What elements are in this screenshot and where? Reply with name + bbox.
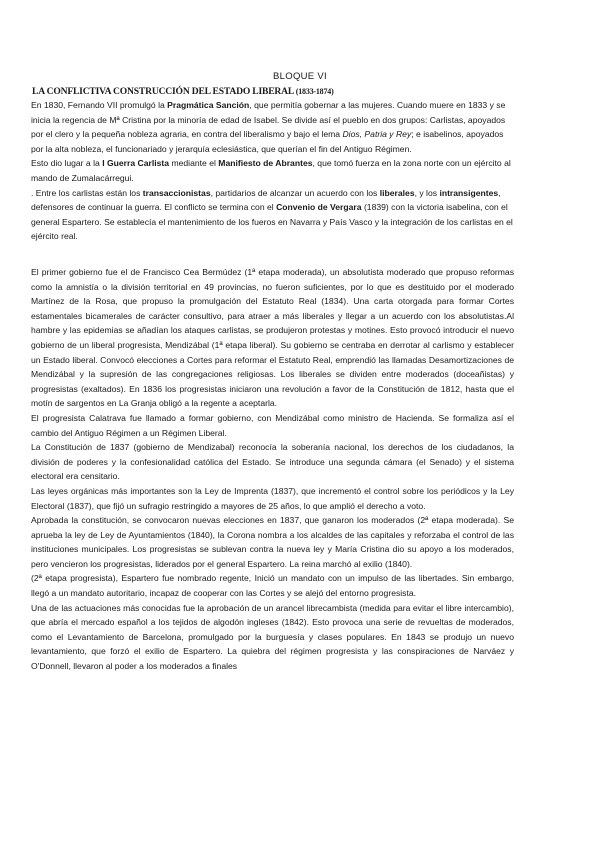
text-run: , defensores de continuar la guerra. El conflicto se termina con el [31,187,501,213]
text-run: , y los [414,187,440,198]
intro-paragraph [31,98,514,156]
bold-term: I Guerra Carlista [102,158,170,169]
body-paragraph: (2ª etapa progresista), Espartero fue nombrado regente, Inició un mandato con un impulso de las libertades. Sin embargo, llegó a un mandato autoritario, incapaz de cooperar con las Cortes y se alejó del entorno progresista. [31,573,514,599]
intro-section [31,98,514,244]
text-run: . Entre los carlistas están los [31,187,143,198]
body-paragraph: Una de las actuaciones más conocidas fue la aprobación de un arancel librecambista (medida para evitar el libre intercambio), que abría el mercado español a los tejidos de algodón ingleses (1842). Esto provoca una serie de revueltas de moderados, como el Levantamiento de Barcelona, promulgado por la burguesía y clases populares. En 1843 se produjo un nuevo levantamiento, que forzó el exilio de Espartero. La quiebra del régimen progresista y las conspiraciones de Narváez y O'Donnell, llevaron al poder a los moderados a finales [31,602,514,672]
bold-term: Manifiesto de Abrantes [218,158,313,169]
text-run: , partidarios de alcanzar un acuerdo con los [210,187,380,198]
text-run: (1839) con la victoria isabelina, con el general Espartero. Se establecía el mantenimiento de los fueros en Navarra y País Vasco y la integración de los carlistas en el ejército real. [31,202,513,242]
bold-term: Pragmática Sanción [167,100,250,110]
bold-term: Convenio de Vergara [276,202,362,213]
body-paragraph: El primer gobierno fue el de Francisco Cea Bermúdez (1ª etapa moderada), un absolutista moderado que propuso reformas como la amnistía o la división territorial en 49 provincias, no fueron suficientes, por lo que es destituido por el moderado Martínez de la Rosa, que propuso la promulgación del Estatuto Real (1834). Una carta otorgada para formar Cortes estamentales bicamerales de carácter consultivo, para atraer a más liberales y llegar a un acuerdo con los absolutistas.Al hambre y las epidemias se añadían los ataques carlistas, se produjeron protestas y motines. Esto provocó introducir el nuevo gobierno de un liberal progresista, Mendizábal (1ª etapa liberal). Su gobierno se centraba en derrotar al carlismo y establecer un Estado liberal. Convocó elecciones a Cortes para reformar el Estatuto Real, emprendió las llamadas Desamortizaciones de Mendizábal y la supresión de las congregaciones religiosas. Los liberales se dividen entre moderados (doceañistas) y progresistas (exaltados). En 1836 los progresistas iniciaron una revolución a favor de la Constitución de 1812, hasta que el motín de sargentos en La Granja obligó a la regente a aceptarla. [31,267,514,409]
body-paragraph: Las leyes orgánicas más importantes son la Ley de Imprenta (1837), que incrementó el control sobre los periódicos y la Ley Electoral (1837), que fijó un sufragio restringido a mayores de 25 años, lo que amplió el derecho a voto. [31,485,514,511]
block-heading: BLOQUE VI [273,71,327,82]
body-paragraph: El progresista Calatrava fue llamado a formar gobierno, con Mendizábal como ministro de Hacienda. Se formaliza así el cambio del Antiguo Régimen a un Régimen Liberal. [31,412,514,438]
intro-paragraph [31,156,514,185]
text-run: , que permitía gobernar a las mujeres. Cuando muere en 1833 y se inicia la regencia de Mª Cristina por la minoría de edad de Isabel. Se divide así el pueblo en dos grupos: Carlistas, apoyados por el clero y la pequeña nobleza agraria, en contra del liberalismo y bajo el lema [31,100,506,140]
body-paragraph: Aprobada la constitución, se convocaron nuevas elecciones en 1837, que ganaron los moderados (2ª etapa moderada). Se aprueba la ley de Ley de Ayuntamientos (1840), la Corona nombra a los alcaldes de las capitales y reforzaba el control de las instituciones municipales. Los progresistas se sublevan contra la nueva ley y María Cristina dio su apoyo a los moderados, pero vencieron los progresistas, liderados por el general Espartero. La reina marchó al exilio (1840). [31,515,514,569]
text-run: mediante el [169,158,219,169]
text-run: Esto dio lugar a la [31,158,103,169]
text-run: , que tomó fuerza en la zona norte con un ejército al mando de Zumalacárregui. [31,158,511,183]
title-dates: (1833-1874) [295,87,334,96]
title-text: LA CONFLICTIVA CONSTRUCCIÓN DEL ESTADO LIBERAL [32,86,294,97]
text-run: ; e isabelinos, apoyados por la alta nobleza, el funcionariado y jerarquía eclesiástica, que querían el fin del Antiguo Régimen. [31,129,504,154]
text-run: En 1830, Fernando VII promulgó la [31,100,168,110]
italic-term: Dios, Patria y Rey [342,129,412,140]
bold-term: liberales [379,187,415,198]
bold-term: transaccionistas [142,187,211,198]
bold-term: intransigentes [439,187,499,198]
body-section [31,265,514,674]
body-paragraph: La Constitución de 1837 (gobierno de Mendizabal) reconocía la soberanía nacional, los derechos de los ciudadanos, la división de poderes y la confesionalidad católica del Estado. Se introduce una segunda cámara (el Senado) y el sistema electoral era censitario. [31,442,514,482]
intro-paragraph [31,186,514,244]
